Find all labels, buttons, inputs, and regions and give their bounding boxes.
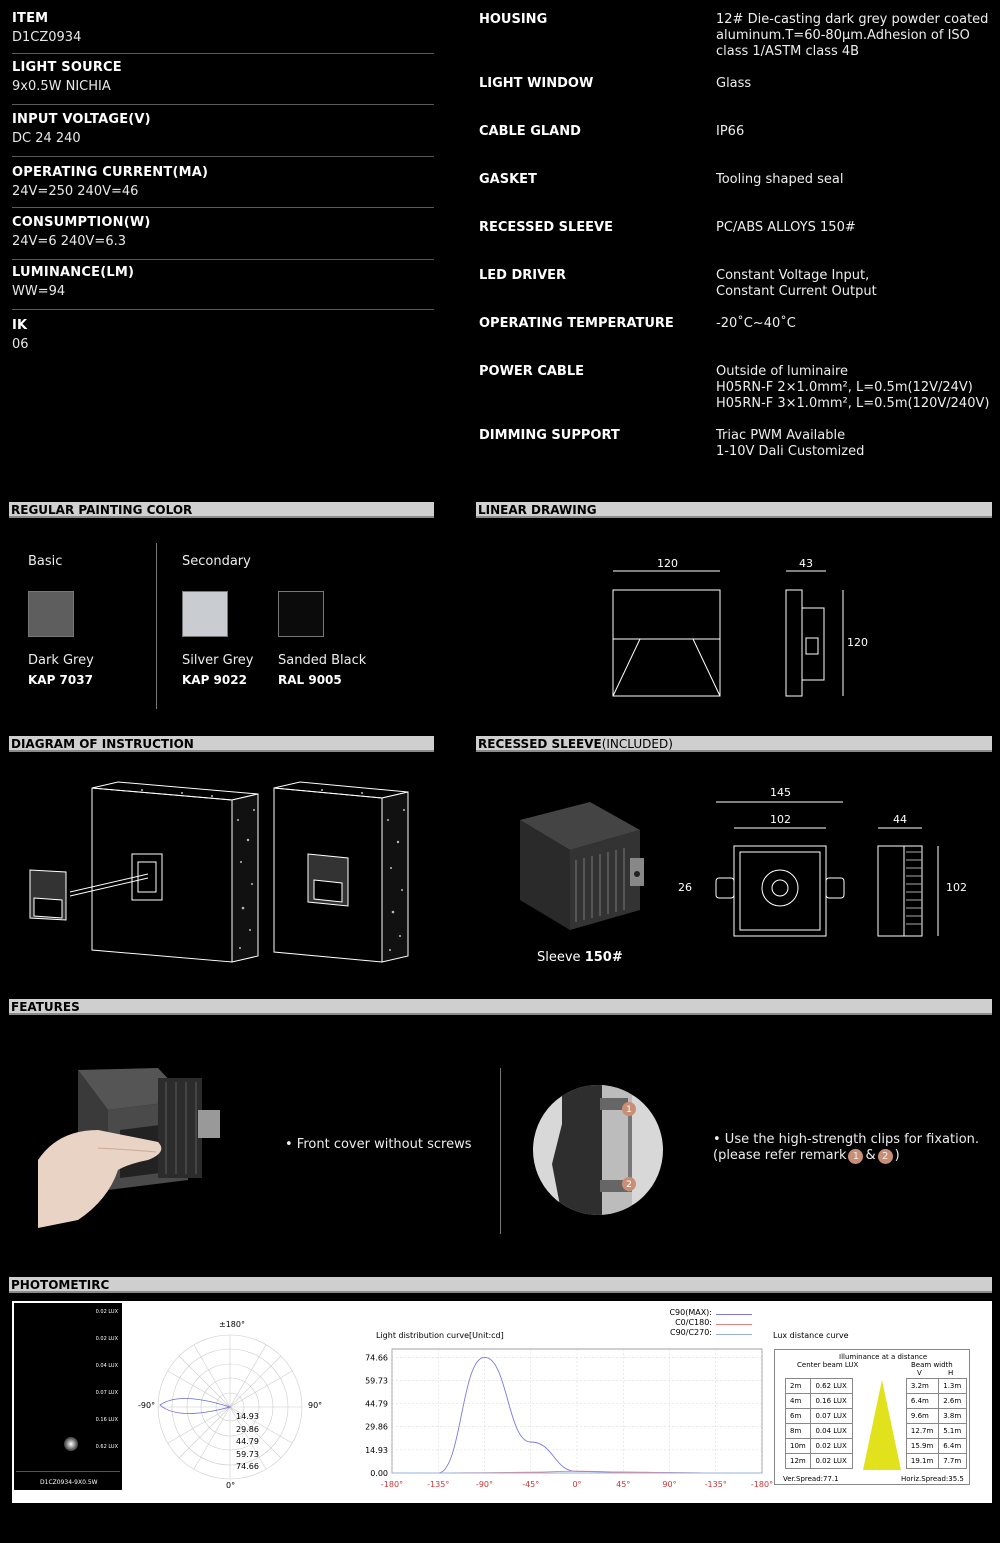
legend-label: C90/C270:	[669, 1328, 712, 1337]
lux-beam-cone	[857, 1378, 907, 1472]
feature-item-2-line1: • Use the high-strength clips for fixation.	[713, 1132, 980, 1147]
swatch-name: Silver Grey	[182, 653, 254, 668]
lux-cell-v: 19.1m	[906, 1454, 938, 1469]
spec-value: Triac PWM Available 1-10V Dali Customized	[716, 428, 865, 459]
sleeve-dim-side: 26	[678, 881, 692, 894]
isolux-label: 0.02 LUX	[95, 1309, 118, 1315]
light-distribution-chart	[342, 1341, 774, 1501]
spec-row	[12, 265, 434, 310]
ver-spread: Ver.Spread:77.1	[783, 1475, 839, 1483]
lux-cell-lux: 0.02 LUX	[811, 1439, 852, 1454]
sleeve-caption-bold: 150#	[584, 950, 623, 965]
y-tick-label: 14.93	[365, 1445, 388, 1455]
section-instruction: DIAGRAM OF INSTRUCTION	[9, 736, 434, 752]
spec-row	[12, 112, 434, 157]
lux-cell-v: 9.6m	[906, 1409, 938, 1424]
lux-cell-v: 15.9m	[906, 1439, 938, 1454]
x-tick-label: 0°	[572, 1480, 582, 1489]
x-tick-label: -180°	[380, 1480, 404, 1489]
isolux-diagram	[14, 1303, 122, 1490]
spec-value: WW=94	[12, 284, 66, 299]
spec-label: LUMINANCE(LM)	[12, 265, 135, 280]
dim-depth: 43	[799, 557, 813, 570]
sleeve-dim-height: 102	[946, 881, 967, 894]
x-tick-label: 90°	[662, 1480, 677, 1489]
polar-left: -90°	[138, 1401, 156, 1410]
lux-cell-d: 8m	[786, 1424, 811, 1439]
legend-label: C90(MAX):	[669, 1308, 712, 1317]
remark-amp: &	[865, 1148, 876, 1163]
curve-title: Light distribution curve[Unit:cd]	[376, 1331, 504, 1340]
isolux-label: 0.07 LUX	[95, 1390, 118, 1396]
spec-row	[12, 215, 434, 260]
sleeve-photo	[510, 790, 650, 940]
horiz-spread: Horiz.Spread:35.5	[901, 1475, 964, 1483]
sleeve-title-light: (INCLUDED)	[601, 737, 673, 751]
lux-center-label: Center beam LUX	[797, 1361, 859, 1369]
polar-ring-label: 14.93	[236, 1412, 259, 1421]
spec-row	[12, 11, 434, 54]
lux-cell-v: 12.7m	[906, 1424, 938, 1439]
sleeve-caption-light: Sleeve	[537, 950, 585, 965]
spec-value: 06	[12, 337, 29, 352]
photometric-panel	[12, 1301, 992, 1503]
isolux-label: 0.04 LUX	[95, 1363, 118, 1369]
lux-cell-d: 10m	[786, 1439, 811, 1454]
spec-label: CABLE GLAND	[479, 124, 581, 139]
lux-cell-lux: 0.16 LUX	[811, 1394, 852, 1409]
remark-close: )	[894, 1148, 900, 1163]
x-tick-label: -180°	[750, 1480, 774, 1489]
basic-title: Basic	[28, 554, 63, 569]
spec-label: LED DRIVER	[479, 268, 567, 283]
y-tick-label: 74.66	[365, 1353, 388, 1363]
x-tick-label: -90°	[475, 1480, 494, 1489]
y-tick-label: 44.79	[365, 1399, 388, 1409]
spec-value: 24V=6 240V=6.3	[12, 234, 127, 249]
spec-value: Outside of luminaire H05RN-F 2×1.0mm², L=0.5m(12V/24V) H05RN-F 3×1.0mm², L=0.5m(120V/240V)	[716, 364, 990, 411]
lux-cell-d: 4m	[786, 1394, 811, 1409]
section-recessed-sleeve	[476, 736, 992, 752]
spec-value: DC 24 240	[12, 131, 81, 146]
lux-cell-h: 1.3m	[939, 1379, 967, 1394]
spec-value: -20˚C~40˚C	[716, 316, 796, 331]
spec-value: D1CZ0934	[12, 30, 82, 45]
remark-badge-2: 2	[878, 1149, 893, 1164]
legend-swatch	[716, 1314, 752, 1315]
spec-value: Constant Voltage Input, Constant Current Output	[716, 268, 877, 299]
polar-right: 90°	[308, 1401, 323, 1410]
sleeve-dim-inner: 102	[770, 813, 791, 826]
spec-label: RECESSED SLEEVE	[479, 220, 613, 235]
feature-item-1: • Front cover without screws	[285, 1137, 472, 1152]
isolux-caption: D1CZ0934-9X0.5W	[40, 1479, 98, 1486]
spec-label: ITEM	[12, 11, 49, 26]
linear-drawing-svg	[600, 550, 880, 710]
y-tick-label: 0.00	[370, 1469, 388, 1478]
clip-badge-2: 2	[626, 1180, 632, 1190]
lux-header: Illuminance at a distance	[839, 1353, 928, 1361]
remark-badge-1: 1	[848, 1149, 863, 1164]
x-tick-label: 45°	[616, 1480, 631, 1489]
feature-item-2-line2	[713, 1148, 979, 1164]
spec-row	[12, 60, 434, 105]
lux-cell-d: 2m	[786, 1379, 811, 1394]
polar-ring-label: 44.79	[236, 1437, 259, 1446]
spec-label: HOUSING	[479, 12, 548, 27]
legend-swatch	[716, 1334, 752, 1335]
sleeve-title-bold: RECESSED SLEEVE	[478, 737, 602, 751]
color-divider	[156, 543, 157, 709]
dim-height: 120	[847, 636, 868, 649]
instruction-diagram-svg	[12, 780, 432, 970]
swatch-sanded-black	[278, 591, 324, 637]
isolux-label: 0.16 LUX	[95, 1417, 118, 1423]
swatch-code: KAP 9022	[182, 673, 247, 687]
polar-ring-label: 59.73	[236, 1449, 259, 1459]
lux-cell-v: 6.4m	[906, 1394, 938, 1409]
spec-value: 12# Die-casting dark grey powder coated aluminum.T=60-80μm.Adhesion of ISO class 1/ASTM class 4B	[716, 12, 989, 59]
dim-width: 120	[657, 557, 678, 570]
lux-cell-lux: 0.62 LUX	[811, 1379, 852, 1394]
lux-h-label: H	[948, 1369, 954, 1377]
spec-value: Tooling shaped seal	[716, 172, 844, 187]
spec-label: GASKET	[479, 172, 537, 187]
lux-cell-h: 6.4m	[939, 1439, 967, 1454]
lux-cell-lux: 0.07 LUX	[811, 1409, 852, 1424]
secondary-title: Secondary	[182, 554, 251, 569]
swatch-name: Dark Grey	[28, 653, 94, 668]
lux-cell-lux: 0.02 LUX	[811, 1454, 852, 1469]
spec-label: INPUT VOLTAGE(V)	[12, 112, 151, 127]
clip-badge-1: 1	[626, 1105, 632, 1115]
feature-hand-photo	[38, 1060, 228, 1230]
spec-label: POWER CABLE	[479, 364, 585, 379]
swatch-dark-grey	[28, 591, 74, 637]
x-tick-label: -135°	[427, 1480, 450, 1489]
swatch-silver-grey	[182, 591, 228, 637]
feature-item-2	[713, 1132, 979, 1164]
polar-ring-label: 29.86	[236, 1424, 259, 1434]
y-tick-label: 29.86	[365, 1422, 388, 1432]
lux-v-label: V	[917, 1369, 922, 1377]
polar-top: ±180°	[219, 1320, 245, 1329]
section-linear-drawing: LINEAR DRAWING	[476, 502, 992, 518]
spec-label: DIMMING SUPPORT	[479, 428, 620, 443]
isolux-spot	[64, 1437, 78, 1451]
lux-cell-v: 3.2m	[906, 1379, 938, 1394]
swatch-name: Sanded Black	[278, 653, 367, 668]
spec-label: CONSUMPTION(W)	[12, 215, 151, 230]
legend-swatch	[716, 1324, 752, 1325]
lux-distance-box	[774, 1349, 970, 1485]
polar-bottom: 0°	[226, 1481, 236, 1490]
isolux-label: 0.02 LUX	[95, 1336, 118, 1342]
spec-label: IK	[12, 318, 28, 333]
spec-value: Glass	[716, 76, 752, 91]
x-tick-label: -135°	[704, 1480, 727, 1489]
y-tick-label: 59.73	[365, 1376, 388, 1386]
lux-cell-h: 7.7m	[939, 1454, 967, 1469]
section-features: FEATURES	[9, 999, 992, 1015]
spec-label: LIGHT SOURCE	[12, 60, 122, 75]
lux-cell-d: 12m	[786, 1454, 811, 1469]
isolux-label: 0.62 LUX	[95, 1444, 118, 1450]
feature-divider	[500, 1068, 501, 1234]
swatch-code: RAL 9005	[278, 673, 342, 687]
isolux-axis	[16, 1471, 120, 1472]
spec-row	[12, 165, 434, 208]
spec-label: OPERATING CURRENT(MA)	[12, 165, 209, 180]
lux-cell-h: 3.8m	[939, 1409, 967, 1424]
lux-beam-label: Beam width	[911, 1361, 953, 1369]
lux-cell-h: 2.6m	[939, 1394, 967, 1409]
feature-clip-photo	[532, 1084, 664, 1216]
section-photometric: PHOTOMETIRC	[9, 1277, 992, 1293]
spec-value: PC/ABS ALLOYS 150#	[716, 220, 856, 235]
spec-value: 24V=250 240V=46	[12, 184, 139, 199]
polar-plot	[150, 1329, 310, 1489]
section-painting-color: REGULAR PAINTING COLOR	[9, 502, 434, 518]
spec-label: LIGHT WINDOW	[479, 76, 594, 91]
spec-value: 9x0.5W NICHIA	[12, 79, 111, 94]
spec-row	[12, 318, 434, 358]
lux-title: Lux distance curve	[773, 1331, 849, 1340]
lux-cell-h: 5.1m	[939, 1424, 967, 1439]
lux-cell-d: 6m	[786, 1409, 811, 1424]
swatch-code: KAP 7037	[28, 673, 93, 687]
polar-ring-label: 74.66	[236, 1462, 259, 1471]
sleeve-caption	[537, 950, 623, 965]
remark-text: (please refer remark	[713, 1148, 847, 1163]
lux-cell-lux: 0.04 LUX	[811, 1424, 852, 1439]
spec-value: IP66	[716, 124, 745, 139]
legend-label: C0/C180:	[675, 1318, 712, 1327]
sleeve-dim-depth: 44	[893, 813, 907, 826]
sleeve-drawing-svg	[700, 790, 980, 950]
sleeve-dim-overall: 145	[770, 786, 791, 799]
x-tick-label: -45°	[522, 1480, 540, 1489]
spec-label: OPERATING TEMPERATURE	[479, 316, 674, 331]
